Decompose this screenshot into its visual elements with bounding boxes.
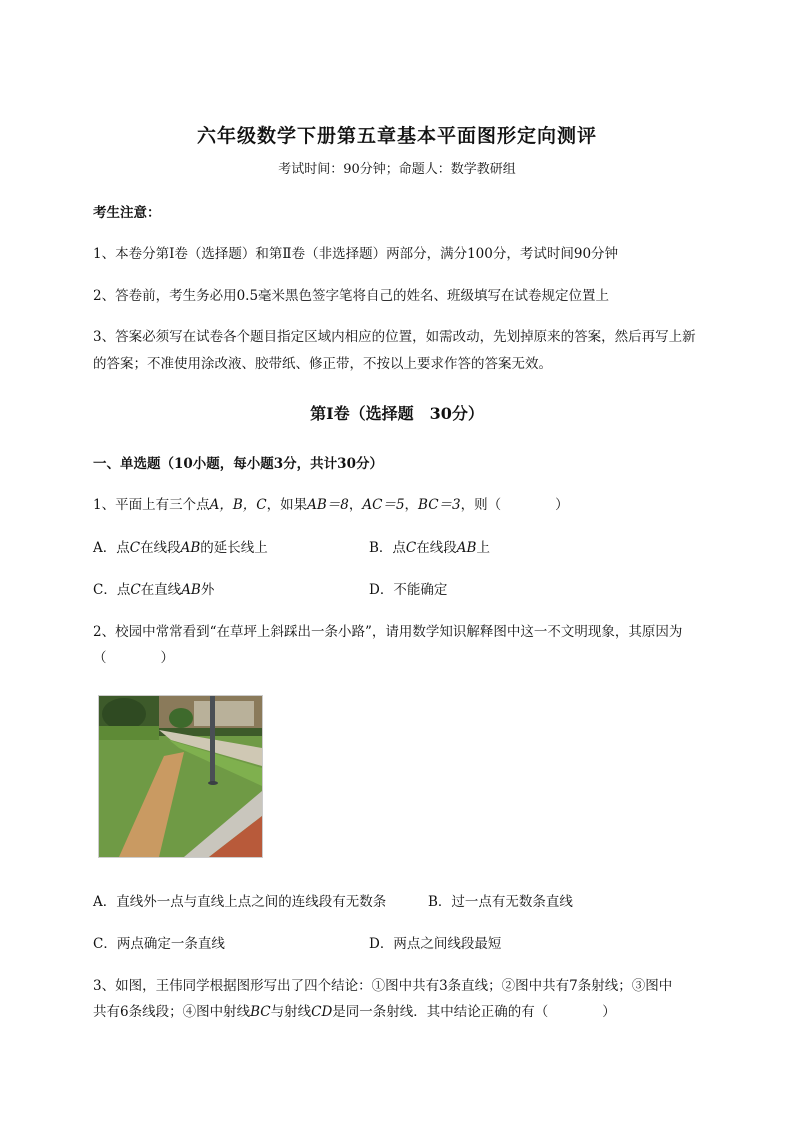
notice-item-3-line1: 3、答案必须写在试卷各个题目指定区域内相应的位置，如需改动，先划掉原来的答案，然后再写上新	[93, 329, 696, 345]
q2-option-d[interactable]: D．两点之间线段最短	[369, 936, 502, 952]
lawn-path-illustration	[99, 696, 262, 857]
part-heading: 一、单选题（10小题，每小题3分，共计30分）	[93, 456, 383, 472]
q1-option-a-var1: C	[129, 540, 141, 556]
q1-option-c[interactable]	[93, 578, 214, 598]
notice-heading: 考生注意：	[93, 205, 161, 221]
question-3-line1: 3、如图，王伟同学根据图形写出了四个结论：①图中共有3条直线；②图中共有7条射线；③图中	[93, 978, 673, 994]
q1-option-b-var2: AB	[456, 540, 477, 556]
notice-item-2: 2、答卷前，考生务必用0.5毫米黑色签字笔将自己的姓名、班级填写在试卷规定位置上	[93, 288, 610, 304]
q1-option-b-mid: 在线段	[416, 540, 457, 556]
q1-option-b-suffix: 上	[476, 540, 490, 556]
q1-option-c-prefix: C．点	[93, 582, 131, 598]
q1-option-c-suffix: 外	[200, 582, 215, 598]
q1-option-a-prefix: A．点	[93, 540, 130, 556]
q3-line2-prefix: 共有6条线段；④图中射线	[93, 1004, 251, 1020]
notice-item-1: 1、本卷分第Ⅰ卷（选择题）和第Ⅱ卷（非选择题）两部分，满分100分，考试时间90分钟	[93, 246, 619, 262]
exam-title: 六年级数学下册第五章基本平面图形定向测评	[196, 125, 597, 147]
lawn-path-photo	[98, 695, 263, 858]
q3-line2-suffix: 是同一条射线．其中结论正确的有（ ）	[332, 1004, 616, 1020]
q1-points: A，B，C	[209, 497, 267, 513]
q1-option-a-var2: AB	[180, 540, 201, 556]
q1-option-b-var1: C	[405, 540, 417, 556]
q1-stem-c: ，则（ ）	[460, 497, 569, 513]
q1-option-a-suffix: 的延长线上	[200, 540, 268, 556]
question-2-stem-line2: （ ）	[93, 650, 174, 666]
q1-sep-2: ，	[404, 497, 419, 513]
q1-option-a-mid: 在线段	[140, 540, 181, 556]
q1-eq-ac: AC＝5	[362, 497, 405, 513]
q1-option-a[interactable]	[93, 536, 268, 556]
q1-stem-a: 1、平面上有三个点	[93, 497, 210, 513]
q3-ray-cd: CD	[311, 1004, 333, 1020]
q3-line2-mid: 与射线	[270, 1004, 312, 1020]
question-3-line2	[93, 1000, 616, 1020]
notice-item-3-line2: 的答案；不准使用涂改液、胶带纸、修正带，不按以上要求作答的答案无效。	[93, 356, 552, 372]
exam-subtitle: 考试时间：90分钟；命题人：数学教研组	[278, 162, 516, 177]
q2-option-c[interactable]: C．两点确定一条直线	[93, 936, 225, 952]
question-1-stem	[93, 493, 569, 513]
q1-option-c-mid: 在直线	[140, 582, 182, 598]
q1-stem-b: ，如果	[266, 497, 308, 513]
q1-option-c-var2: AB	[181, 582, 201, 598]
section-title: 第Ⅰ卷（选择题 30分）	[310, 404, 484, 423]
q2-option-b[interactable]: B．过一点有无数条直线	[428, 894, 573, 910]
q1-eq-bc: BC＝3	[418, 497, 461, 513]
q1-sep-1: ，	[348, 497, 363, 513]
q1-eq-ab: AB＝8	[307, 497, 349, 513]
q1-option-c-var1: C	[130, 582, 141, 598]
q3-ray-bc: BC	[250, 1004, 271, 1020]
q1-option-b-prefix: B．点	[369, 540, 406, 556]
q1-option-d[interactable]: D．不能确定	[369, 582, 448, 598]
q2-option-a[interactable]: A．直线外一点与直线上点之间的连线段有无数条	[93, 894, 387, 910]
question-2-stem-line1: 2、校园中常常看到“在草坪上斜踩出一条小路”，请用数学知识解释图中这一不文明现象，其原因为	[93, 624, 683, 640]
q1-option-b[interactable]	[369, 536, 490, 556]
